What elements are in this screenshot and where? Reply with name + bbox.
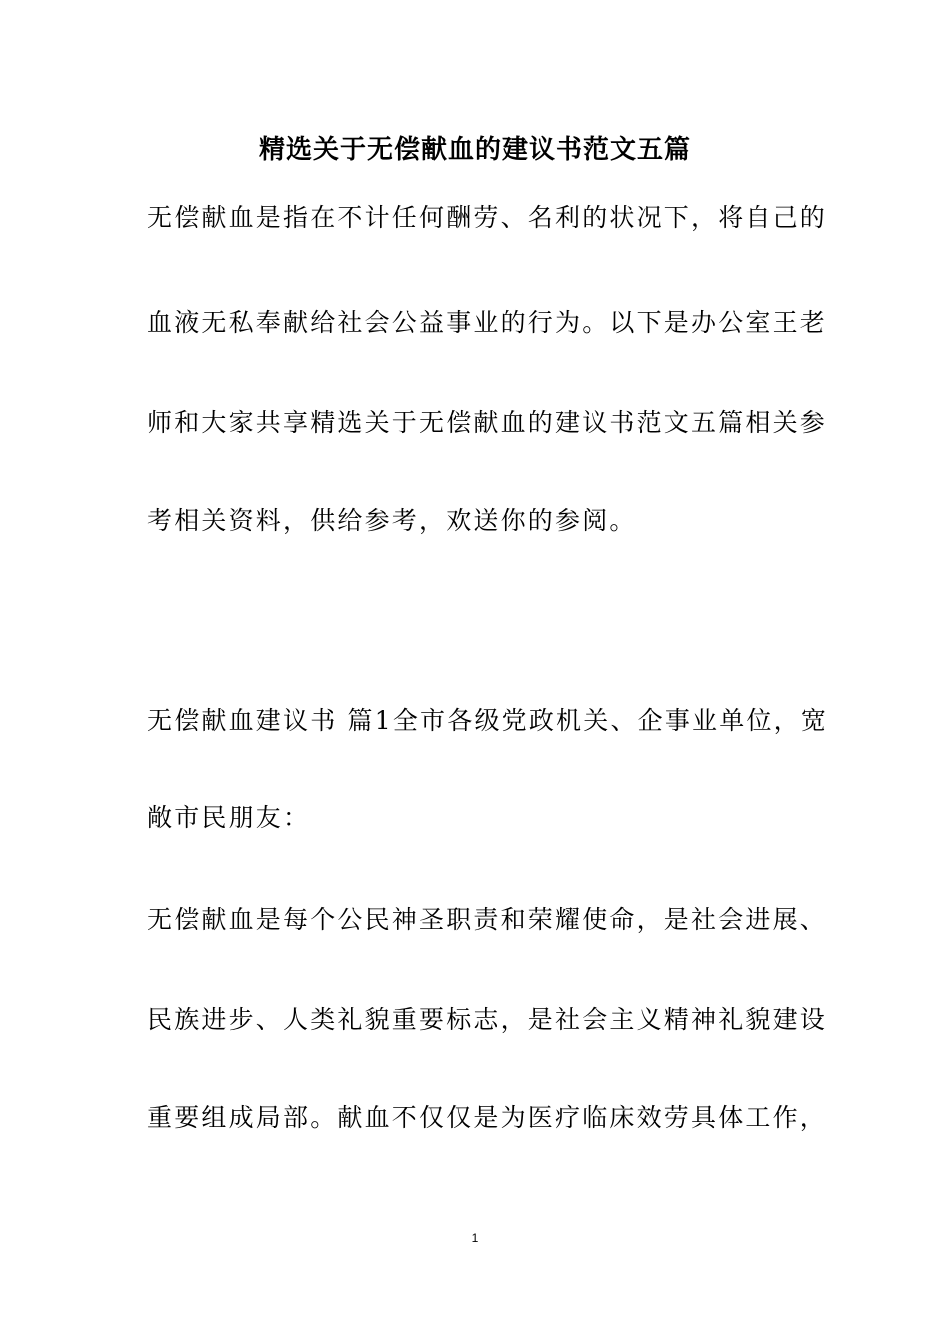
body-line-3: 重要组成局部。献血不仅仅是为医疗临床效劳具体工作， [147, 1103, 828, 1132]
body-line-1: 无偿献血是每个公民神圣职责和荣耀使命，是社会进展、 [147, 905, 828, 934]
intro-line-1: 无偿献血是指在不计任何酬劳、名利的状况下，将自己的 [147, 203, 828, 232]
document-title: 精选关于无偿献血的建议书范文五篇 [258, 135, 691, 165]
intro-line-2: 血液无私奉献给社会公益事业的行为。以下是办公室王老 [147, 308, 828, 337]
page-number: 1 [471, 1231, 479, 1245]
intro-line-4: 考相关资料，供给参考，欢送你的参阅。 [147, 506, 637, 535]
salutation-line: 敞市民朋友： [147, 803, 311, 832]
body-line-2: 民族进步、人类礼貌重要标志，是社会主义精神礼貌建设 [147, 1005, 828, 1034]
section-heading-line: 无偿献血建议书 篇1全市各级党政机关、企事业单位，宽 [147, 706, 829, 735]
intro-line-3: 师和大家共享精选关于无偿献血的建议书范文五篇相关参 [147, 408, 828, 437]
